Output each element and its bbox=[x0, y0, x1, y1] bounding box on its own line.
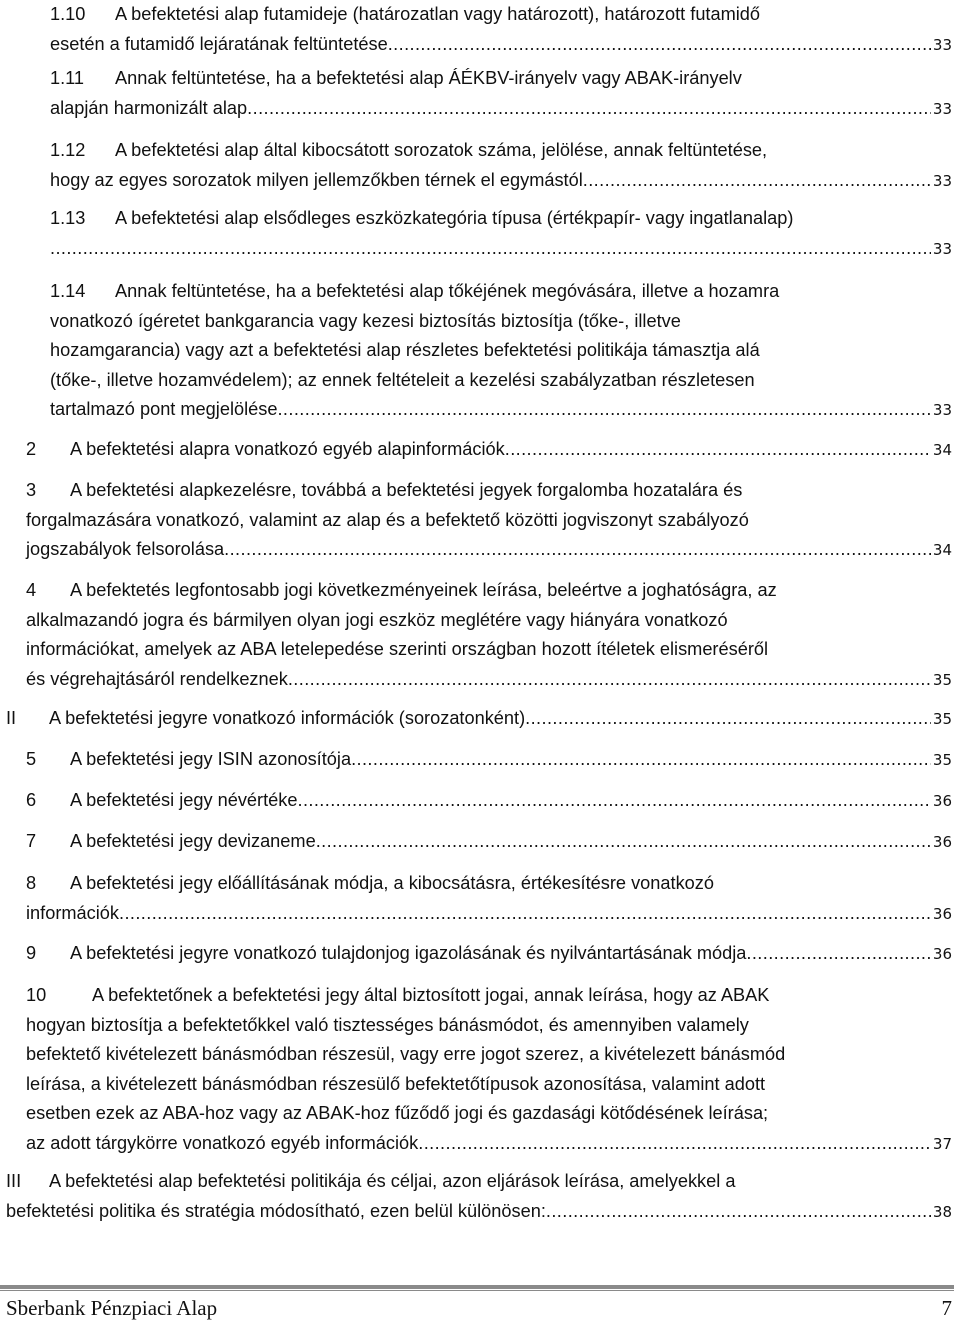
toc-entry-3[interactable]: 3 A befektetési alapkezelésre, továbbá a befektetési jegyek forgalomba hozatalára és forgalmazására vonatkozó, valamint az alap és a befektető közötti jogviszonyt szabályozó jogszabályok felsorolása ..... 34 bbox=[26, 476, 952, 566]
dot-leader bbox=[316, 827, 931, 857]
toc-entry-1-10[interactable]: 1.10 A befektetési alap futamideje (határozatlan vagy határozott), határozott futamidő esetén a futamidő lejáratának feltüntetése ..... 33 bbox=[50, 0, 952, 60]
toc-entry-8[interactable]: 8 A befektetési jegy előállításának módja, a kibocsátásra, értékesítésre vonatkozó információk ..... 36 bbox=[26, 869, 952, 929]
page-number: 33 bbox=[932, 99, 952, 118]
toc-entry-number: 1.12 bbox=[50, 140, 86, 160]
dot-leader bbox=[247, 94, 931, 124]
dot-leader bbox=[525, 704, 931, 734]
toc-entry-9[interactable]: 9 A befektetési jegyre vonatkozó tulajdonjog igazolásának és nyilvántartásának módja ..... 36 bbox=[26, 939, 952, 970]
page-number: 35 bbox=[932, 751, 952, 769]
toc-entry-number: 5 bbox=[26, 749, 37, 769]
page-number: 37 bbox=[932, 1134, 952, 1153]
footer-rule bbox=[0, 1285, 954, 1289]
footer-page-number: 7 bbox=[941, 1296, 952, 1320]
toc-entry-1-14[interactable]: 1.14 Annak feltüntetése, ha a befektetési alap tőkéjének megóvására, illetve a hozamra vonatkozó ígéretet bankgarancia vagy kezesi biztosítás biztosítja (tőke-, illetve hozamgarancia) vagy azt a befektetési alap részletes befektetési politikája támasztja alá (tőke-, illetve hozamvédelem); az ennek feltételeit a kezelési szabályzatban részletesen tartalmazó pont megjelölése ..... 33 bbox=[50, 277, 952, 426]
page-number: 36 bbox=[932, 945, 952, 963]
dot-leader bbox=[505, 435, 931, 465]
toc-entry-5[interactable]: 5 A befektetési jegy ISIN azonosítója ..... 35 bbox=[26, 745, 952, 776]
toc-entry-number: 1.10 bbox=[50, 4, 86, 24]
dot-leader bbox=[746, 939, 931, 969]
dot-leader bbox=[388, 30, 931, 60]
page-number: 36 bbox=[932, 904, 952, 923]
toc-entry-II[interactable]: II A befektetési jegyre vonatkozó információk (sorozatonként) ..... 35 bbox=[6, 704, 952, 735]
page-number: 34 bbox=[932, 441, 952, 459]
toc-entry-number: 9 bbox=[26, 943, 37, 963]
toc-entry-7[interactable]: 7 A befektetési jegy devizaneme ..... 36 bbox=[26, 827, 952, 858]
toc-entry-2[interactable]: 2 A befektetési alapra vonatkozó egyéb alapinformációk ..... 34 bbox=[26, 435, 952, 466]
toc-entry-1-11[interactable]: 1.11 Annak feltüntetése, ha a befektetési alap ÁÉKBV-irányelv vagy ABAK-irányelv alapján harmonizált alap ..... 33 bbox=[50, 64, 952, 124]
toc-entry-number: II bbox=[6, 708, 17, 728]
page-number: 34 bbox=[932, 541, 952, 559]
toc-entry-10[interactable]: 10 A befektetőnek a befektetési jegy által biztosított jogai, annak leírása, hogy az ABAK hogyan biztosítja a befektetőkkel való tisztességes bánásmódot, és amennyiben valamely befektető kivételezett bánásmódban részesül, vagy erre jogot szerez, a kivételezett bánásmód leírása, a kivételezett bánásmódban részesülő befektetőtípusok azonosítása, valamint adott esetben ezek az ABA-hoz vagy az ABAK-hoz fűződő jogi és gazdasági kötődésének leírása; az adott tárgykörre vonatkozó egyéb információk ..... 37 bbox=[26, 981, 952, 1159]
page-footer bbox=[6, 1296, 952, 1326]
toc-entry-number: 2 bbox=[26, 439, 37, 459]
toc-entry-number: 8 bbox=[26, 873, 37, 893]
page-number: 33 bbox=[932, 239, 952, 258]
toc-entry-number: III bbox=[6, 1171, 22, 1191]
dot-leader bbox=[418, 1129, 931, 1159]
toc-entry-number: 3 bbox=[26, 480, 37, 500]
toc-entry-number: 7 bbox=[26, 831, 37, 851]
toc-entry-4[interactable]: 4 A befektetés legfontosabb jogi következményeinek leírása, beleértve a joghatóságra, az alkalmazandó jogra és bármilyen olyan jogi eszköz meglétére vagy hiányára vonatkozó információkat, amelyek az ABA letelepedése szerinti országban hozott ítéletek elismeréséről és végrehajtásáról rendelkeznek ..... 35 bbox=[26, 576, 952, 695]
page-number: 33 bbox=[932, 35, 952, 54]
dot-leader bbox=[277, 395, 930, 425]
page-number: 33 bbox=[932, 171, 952, 190]
dot-leader bbox=[50, 234, 931, 264]
toc-entry-number: 1.11 bbox=[50, 68, 85, 88]
toc-entry-number: 4 bbox=[26, 580, 37, 600]
toc-entry-III[interactable]: III A befektetési alap befektetési politikája és céljai, azon eljárások leírása, amelyekkel a befektetési politika és stratégia módosítható, ezen belül különösen: ..... 38 bbox=[6, 1167, 952, 1227]
page-number: 36 bbox=[932, 833, 952, 851]
dot-leader bbox=[119, 899, 931, 929]
page-number: 36 bbox=[932, 792, 952, 810]
toc-entry-number: 6 bbox=[26, 790, 37, 810]
dot-leader bbox=[224, 535, 931, 565]
toc-entry-1-13[interactable]: 1.13 A befektetési alap elsődleges eszközkategória típusa (értékpapír- vagy ingatlanalap) ..... 33 bbox=[50, 204, 952, 264]
page-number: 35 bbox=[932, 670, 952, 689]
footer-document-title: Sberbank Pénzpiaci Alap bbox=[6, 1296, 218, 1320]
page-number: 35 bbox=[932, 710, 952, 728]
toc-entry-number: 1.14 bbox=[50, 281, 86, 301]
dot-leader bbox=[298, 786, 931, 816]
page-number: 33 bbox=[932, 401, 952, 419]
page-number: 38 bbox=[932, 1202, 952, 1221]
dot-leader bbox=[546, 1197, 931, 1227]
toc-entry-number: 1.13 bbox=[50, 208, 86, 228]
dot-leader bbox=[583, 166, 931, 196]
toc-entry-6[interactable]: 6 A befektetési jegy névértéke ..... 36 bbox=[26, 786, 952, 817]
dot-leader bbox=[351, 745, 931, 775]
toc-entry-1-12[interactable]: 1.12 A befektetési alap által kibocsátott sorozatok száma, jelölése, annak feltüntetése, hogy az egyes sorozatok milyen jellemzőkben térnek el egymástól ..... 33 bbox=[50, 136, 952, 196]
toc-entry-number: 10 bbox=[26, 985, 47, 1005]
dot-leader bbox=[288, 665, 931, 695]
footer-rule-thin bbox=[0, 1290, 954, 1291]
